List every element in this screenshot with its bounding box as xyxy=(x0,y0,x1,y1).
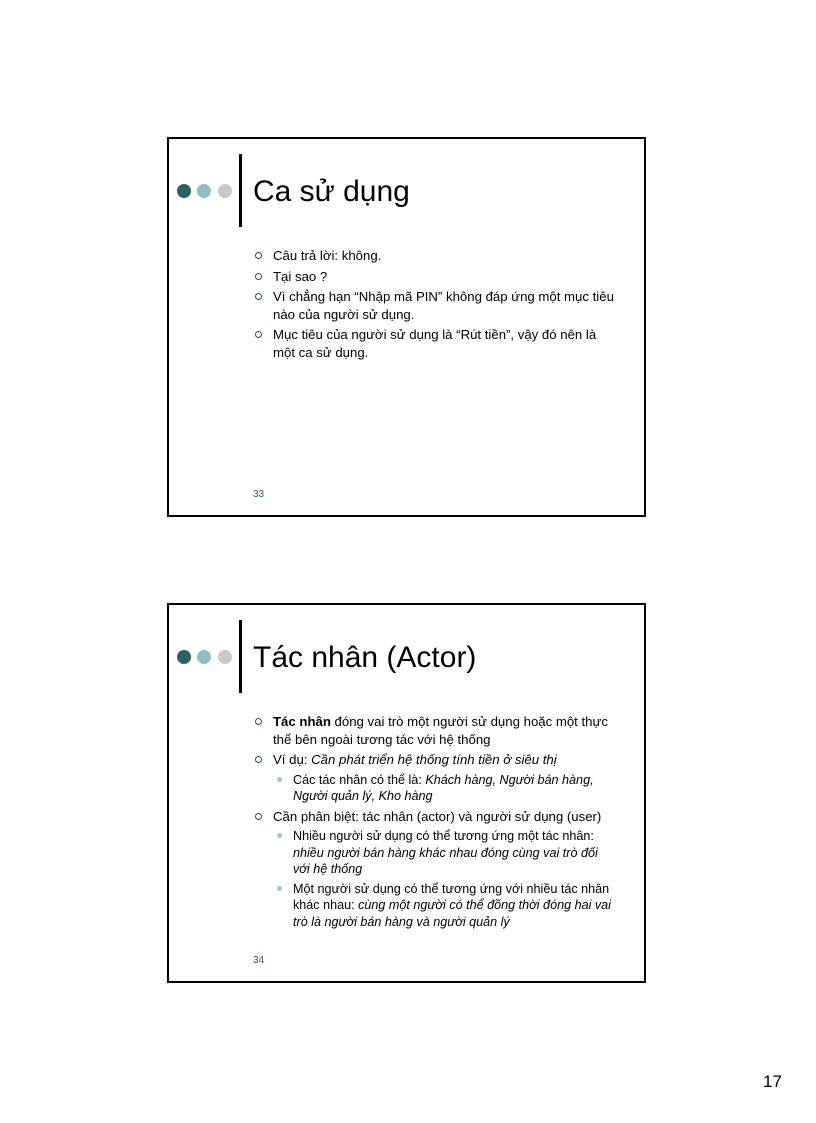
page-number: 17 xyxy=(763,1072,782,1091)
slide-title: Tác nhân (Actor) xyxy=(253,641,477,674)
sub-bullet-icon xyxy=(277,777,282,782)
dot-dark-icon xyxy=(177,650,191,664)
bullet-icon xyxy=(255,813,262,820)
list-item: Mục tiêu của người sử dụng là “Rút tiền”, vậy đó nên là một ca sử dụng. xyxy=(255,326,615,361)
dot-mid-icon xyxy=(197,184,211,198)
slide-content xyxy=(255,247,615,364)
bullet-icon xyxy=(255,756,262,763)
dot-light-icon xyxy=(218,650,232,664)
bullet-icon xyxy=(255,331,262,338)
list-item: Vì chẳng hạn “Nhập mã PIN” không đáp ứng một mục tiêu nào của người sử dụng. xyxy=(255,288,615,323)
slide-34 xyxy=(167,603,646,983)
dot-mid-icon xyxy=(197,650,211,664)
dot-dark-icon xyxy=(177,184,191,198)
list-item: Tác nhân đóng vai trò một người sử dụng hoặc một thực thể bên ngoài tương tác với hệ thống xyxy=(255,713,615,748)
bullet-icon xyxy=(255,718,262,725)
bullet-icon xyxy=(255,273,262,280)
sub-bullet-icon xyxy=(277,886,282,891)
dot-light-icon xyxy=(218,184,232,198)
bullet-icon xyxy=(255,252,262,259)
list-item: Tại sao ? xyxy=(255,268,615,286)
slide-number: 34 xyxy=(253,955,265,966)
title-divider xyxy=(239,620,242,693)
list-item: Ví dụ: Cần phát triển hệ thống tính tiền ở siêu thị xyxy=(255,751,615,769)
list-item: Cần phân biệt: tác nhân (actor) và người sử dụng (user) xyxy=(255,808,615,826)
slide-number: 33 xyxy=(253,489,265,500)
bullet-icon xyxy=(255,293,262,300)
list-item: Câu trả lời: không. xyxy=(255,247,615,265)
slide-title: Ca sử dụng xyxy=(253,175,410,208)
sub-list-item: Một người sử dụng có thể tương ứng với nhiều tác nhân khác nhau: cùng một người có thể đồng thời đóng hai vai trò là người bán hàng và người quản lý xyxy=(255,881,615,931)
title-divider xyxy=(239,154,242,227)
sub-list-item: Nhiều người sử dụng có thể tương ứng một tác nhân: nhiều người bán hàng khác nhau đóng cùng vai trò đối với hệ thống xyxy=(255,828,615,878)
sub-bullet-icon xyxy=(277,833,282,838)
slide-content xyxy=(255,713,615,933)
sub-list-item: Các tác nhân có thể là: Khách hàng, Người bán hàng, Người quản lý, Kho hàng xyxy=(255,772,615,805)
slide-33 xyxy=(167,137,646,517)
